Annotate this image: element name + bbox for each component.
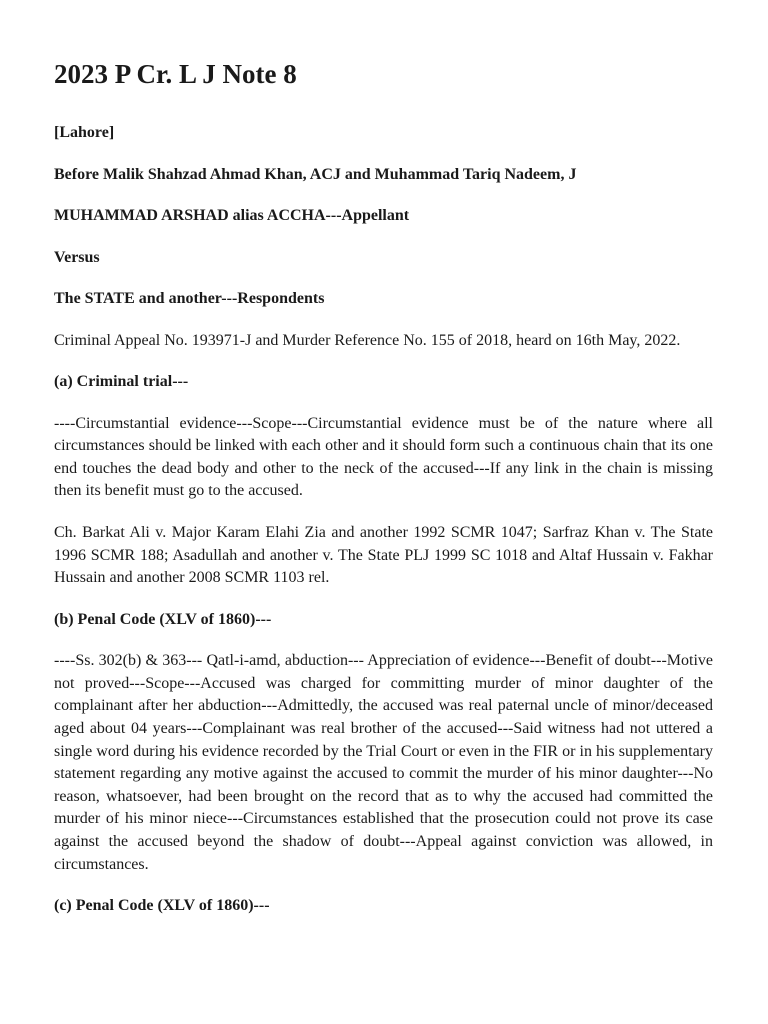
versus-line: Versus: [54, 248, 100, 266]
respondents-line: The STATE and another---Respondents: [54, 290, 325, 307]
section-a-paragraph-1: ----Circumstantial evidence---Scope---Circumstantial evidence must be of the nature where all circumstances should be linked with each other and it should form such a continuous chain that its one end touches the dead body and other to the neck of the accused---If any link in the chain is missing then its benefit must go to the accused.: [54, 414, 713, 500]
section-heading-c: (c) Penal Code (XLV of 1860)---: [54, 897, 270, 915]
document-page: [54, 54, 713, 937]
court-name: [Lahore]: [54, 124, 115, 141]
section-a-paragraph-2: Ch. Barkat Ali v. Major Karam Elahi Zia and another 1992 SCMR 1047; Sarfraz Khan v. The State 1996 SCMR 188; Asadullah and another v. The State PLJ 1999 SC 1018 and Altaf Hussain v. Fakhar Hussain and another 2008 SCMR 1103 rel.: [54, 523, 713, 587]
bench-line: Before Malik Shahzad Ahmad Khan, ACJ and Muhammad Tariq Nadeem, J: [54, 165, 577, 183]
section-heading-b: (b) Penal Code (XLV of 1860)---: [54, 610, 272, 628]
document-title: 2023 P Cr. L J Note 8: [54, 59, 297, 89]
section-heading-a: (a) Criminal trial---: [54, 373, 189, 391]
section-b-paragraph-1: ----Ss. 302(b) & 363--- Qatl-i-amd, abduction--- Appreciation of evidence---Benefit of doubt---Motive not proved---Scope---Accused was charged for committing murder of minor daughter of the complainant after her abduction---Admittedly, the accused was real paternal uncle of minor/deceased aged about 04 years---Complainant was real brother of the accused---Said witness had not uttered a single word during his evidence recorded by the Trial Court or even in the FIR or in his supplementary statement regarding any motive against the accused to commit the murder of his minor daughter---No reason, whatsoever, had been brought on the record that as to why the accused had committed the murder of his minor niece---Circumstances established that the prosecution could not prove its case against the accused beyond the shadow of doubt---Appeal against conviction was allowed, in circumstances.: [54, 652, 713, 873]
case-details: Criminal Appeal No. 193971-J and Murder Reference No. 155 of 2018, heard on 16th May, 2022.: [54, 331, 681, 349]
appellant-line: MUHAMMAD ARSHAD alias ACCHA---Appellant: [54, 207, 410, 224]
